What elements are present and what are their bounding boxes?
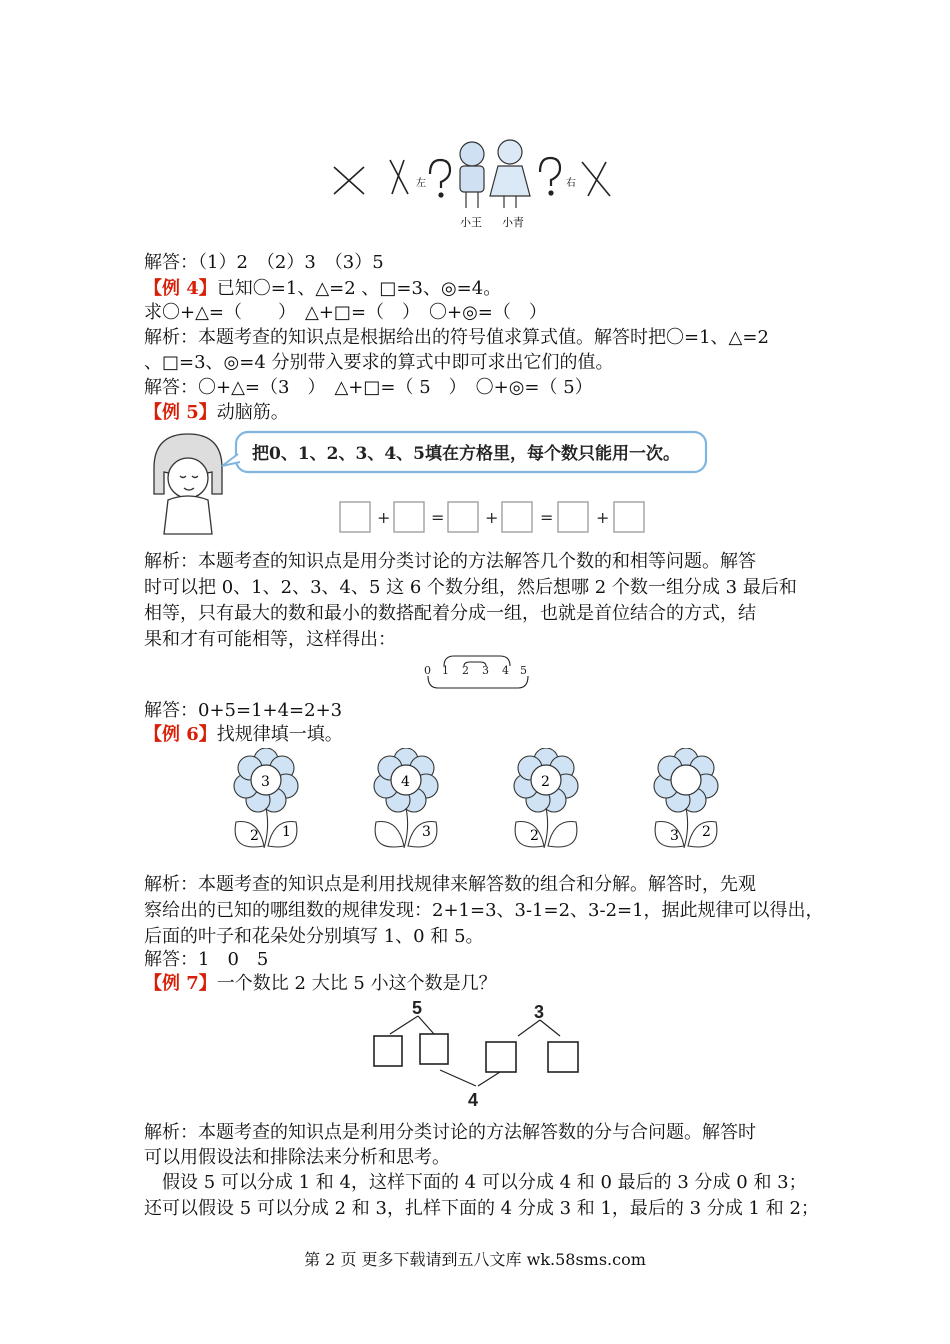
top-figure <box>320 132 620 232</box>
girl-illustration <box>154 434 222 534</box>
example-4-analysis-1: 解析：本题考查的知识点是根据给出的符号值求算式值。解答时把〇=1、△=2 <box>144 327 769 348</box>
cross-mark-3 <box>582 162 610 196</box>
digit-0: 0 <box>424 664 431 677</box>
example-5-figure <box>144 428 714 540</box>
example-4-analysis-2: 、□=3、◎=4 分别带入要求的算式中即可求出它们的值。 <box>144 352 614 373</box>
example-6-analysis-1: 解析：本题考查的知识点是利用找规律来解答数的组合和分解。解答时，先观 <box>144 874 756 895</box>
box-2 <box>420 1034 448 1064</box>
equals-sign-1: = <box>431 508 445 527</box>
digit-3: 3 <box>482 664 489 677</box>
right-label: 右 <box>566 178 576 189</box>
box-1 <box>374 1036 402 1066</box>
example-5-analysis-1: 解析：本题考查的知识点是用分类讨论的方法解答几个数的和相等问题。解答 <box>144 551 756 572</box>
flower-3-center: 2 <box>541 774 550 790</box>
child-xiaowang-figure <box>460 142 484 208</box>
example-6-text: 找规律填一填。 <box>216 724 343 745</box>
example-7-analysis-2: 可以用假设法和排除法来分析和思考。 <box>144 1147 450 1168</box>
cross-mark-2 <box>390 160 408 194</box>
example-7-paragraph-1: 假设 5 可以分成 1 和 4，这样下面的 4 可以分成 4 和 0 最后的 3 分成 0 和 3； <box>144 1172 807 1193</box>
page-footer: 第 2 页 更多下载请到五八文库 wk.58sms.com <box>304 1250 646 1269</box>
flower-4 <box>654 748 718 848</box>
example-6-analysis-3: 后面的叶子和花朵处分别填写 1、0 和 5。 <box>144 926 484 947</box>
speech-bubble <box>222 432 706 472</box>
name-xiaowang: 小王 <box>460 216 482 229</box>
example-4-question: 求〇+△=（ ） △+□=（ ） 〇+◎=（ ） <box>144 302 547 323</box>
plus-sign-3: + <box>596 508 610 527</box>
flower-4-right-leaf: 2 <box>702 824 711 840</box>
digit-4: 4 <box>502 664 509 677</box>
flower-1-center: 3 <box>261 774 270 790</box>
example-7-text: 一个数比 2 大比 5 小这个数是几？ <box>216 973 497 994</box>
digit-5: 5 <box>520 664 527 677</box>
left-label: 左 <box>416 178 426 189</box>
example-5-analysis-4: 果和才有可能相等，这样得出： <box>144 629 396 650</box>
number-bottom: 4 <box>468 1090 479 1110</box>
number-top-right: 3 <box>534 1002 545 1022</box>
example-5-tag: 【例 5】 <box>144 402 217 423</box>
example-7-paragraph-2: 还可以假设 5 可以分成 2 和 3，扎样下面的 4 分成 3 和 1，最后的 3 分成 1 和 2； <box>144 1198 819 1219</box>
digit-2: 2 <box>462 664 469 677</box>
example-5-analysis-3: 相等，只有最大的数和最小的数搭配着分成一组，也就是首位结合的方式，结 <box>144 603 756 624</box>
digit-1: 1 <box>442 664 449 677</box>
flower-3 <box>514 748 578 848</box>
example-4-answer: 解答：〇+△=（3 ） △+□=（ 5 ） 〇+◎=（ 5） <box>144 377 593 398</box>
name-xiaoqing: 小青 <box>502 216 524 229</box>
flower-3-left-leaf: 2 <box>530 828 539 844</box>
plus-sign-2: + <box>485 508 499 527</box>
example-6-tag: 【例 6】 <box>144 724 217 745</box>
bubble-text: 把0、1、2、3、4、5填在方格里，每个数只能用一次。 <box>252 444 680 464</box>
box-3 <box>486 1042 516 1072</box>
example-7-tag: 【例 7】 <box>144 973 217 994</box>
example-4-tag: 【例 4】 <box>144 278 217 299</box>
flower-2-center: 4 <box>401 774 410 790</box>
flower-2-right-leaf: 3 <box>422 824 431 840</box>
flower-2 <box>374 748 438 848</box>
number-split-figure <box>360 996 590 1112</box>
flower-1 <box>234 748 298 848</box>
example-4-text: 已知〇=1、△=2 、□=3、◎=4。 <box>216 278 502 299</box>
example-5-analysis-2: 时可以把 0、1、2、3、4、5 这 6 个数分组，然后想哪 2 个数一组分成 3 最后和 <box>144 577 797 598</box>
example-6-analysis-2: 察给出的已知的哪组数的规律发现：2+1=3、3-1=2、3-2=1，据此规律可以得出， <box>144 900 824 921</box>
number-top-left: 5 <box>412 998 423 1018</box>
flower-1-left-leaf: 2 <box>250 828 259 844</box>
box-4 <box>548 1042 578 1072</box>
answer-ex3: 解答：（1）2 （2）3 （3）5 <box>144 252 384 273</box>
equals-sign-2: = <box>540 508 554 527</box>
pairing-diagram <box>420 652 536 694</box>
example-6-answer: 解答：1 0 5 <box>144 949 269 970</box>
example-7-analysis-1: 解析：本题考查的知识点是利用分类讨论的方法解答数的分与合问题。解答时 <box>144 1122 756 1143</box>
plus-sign-1: + <box>377 508 391 527</box>
question-mark-left <box>430 160 450 188</box>
question-mark-right <box>540 158 560 186</box>
example-5-text: 动脑筋。 <box>216 402 289 423</box>
flower-1-right-leaf: 1 <box>282 824 291 840</box>
flower-4-left-leaf: 3 <box>670 828 679 844</box>
child-xiaoqing-figure <box>490 140 530 208</box>
example-5-answer: 解答：0+5=1+4=2+3 <box>144 700 343 721</box>
flowers-figure <box>230 748 740 858</box>
